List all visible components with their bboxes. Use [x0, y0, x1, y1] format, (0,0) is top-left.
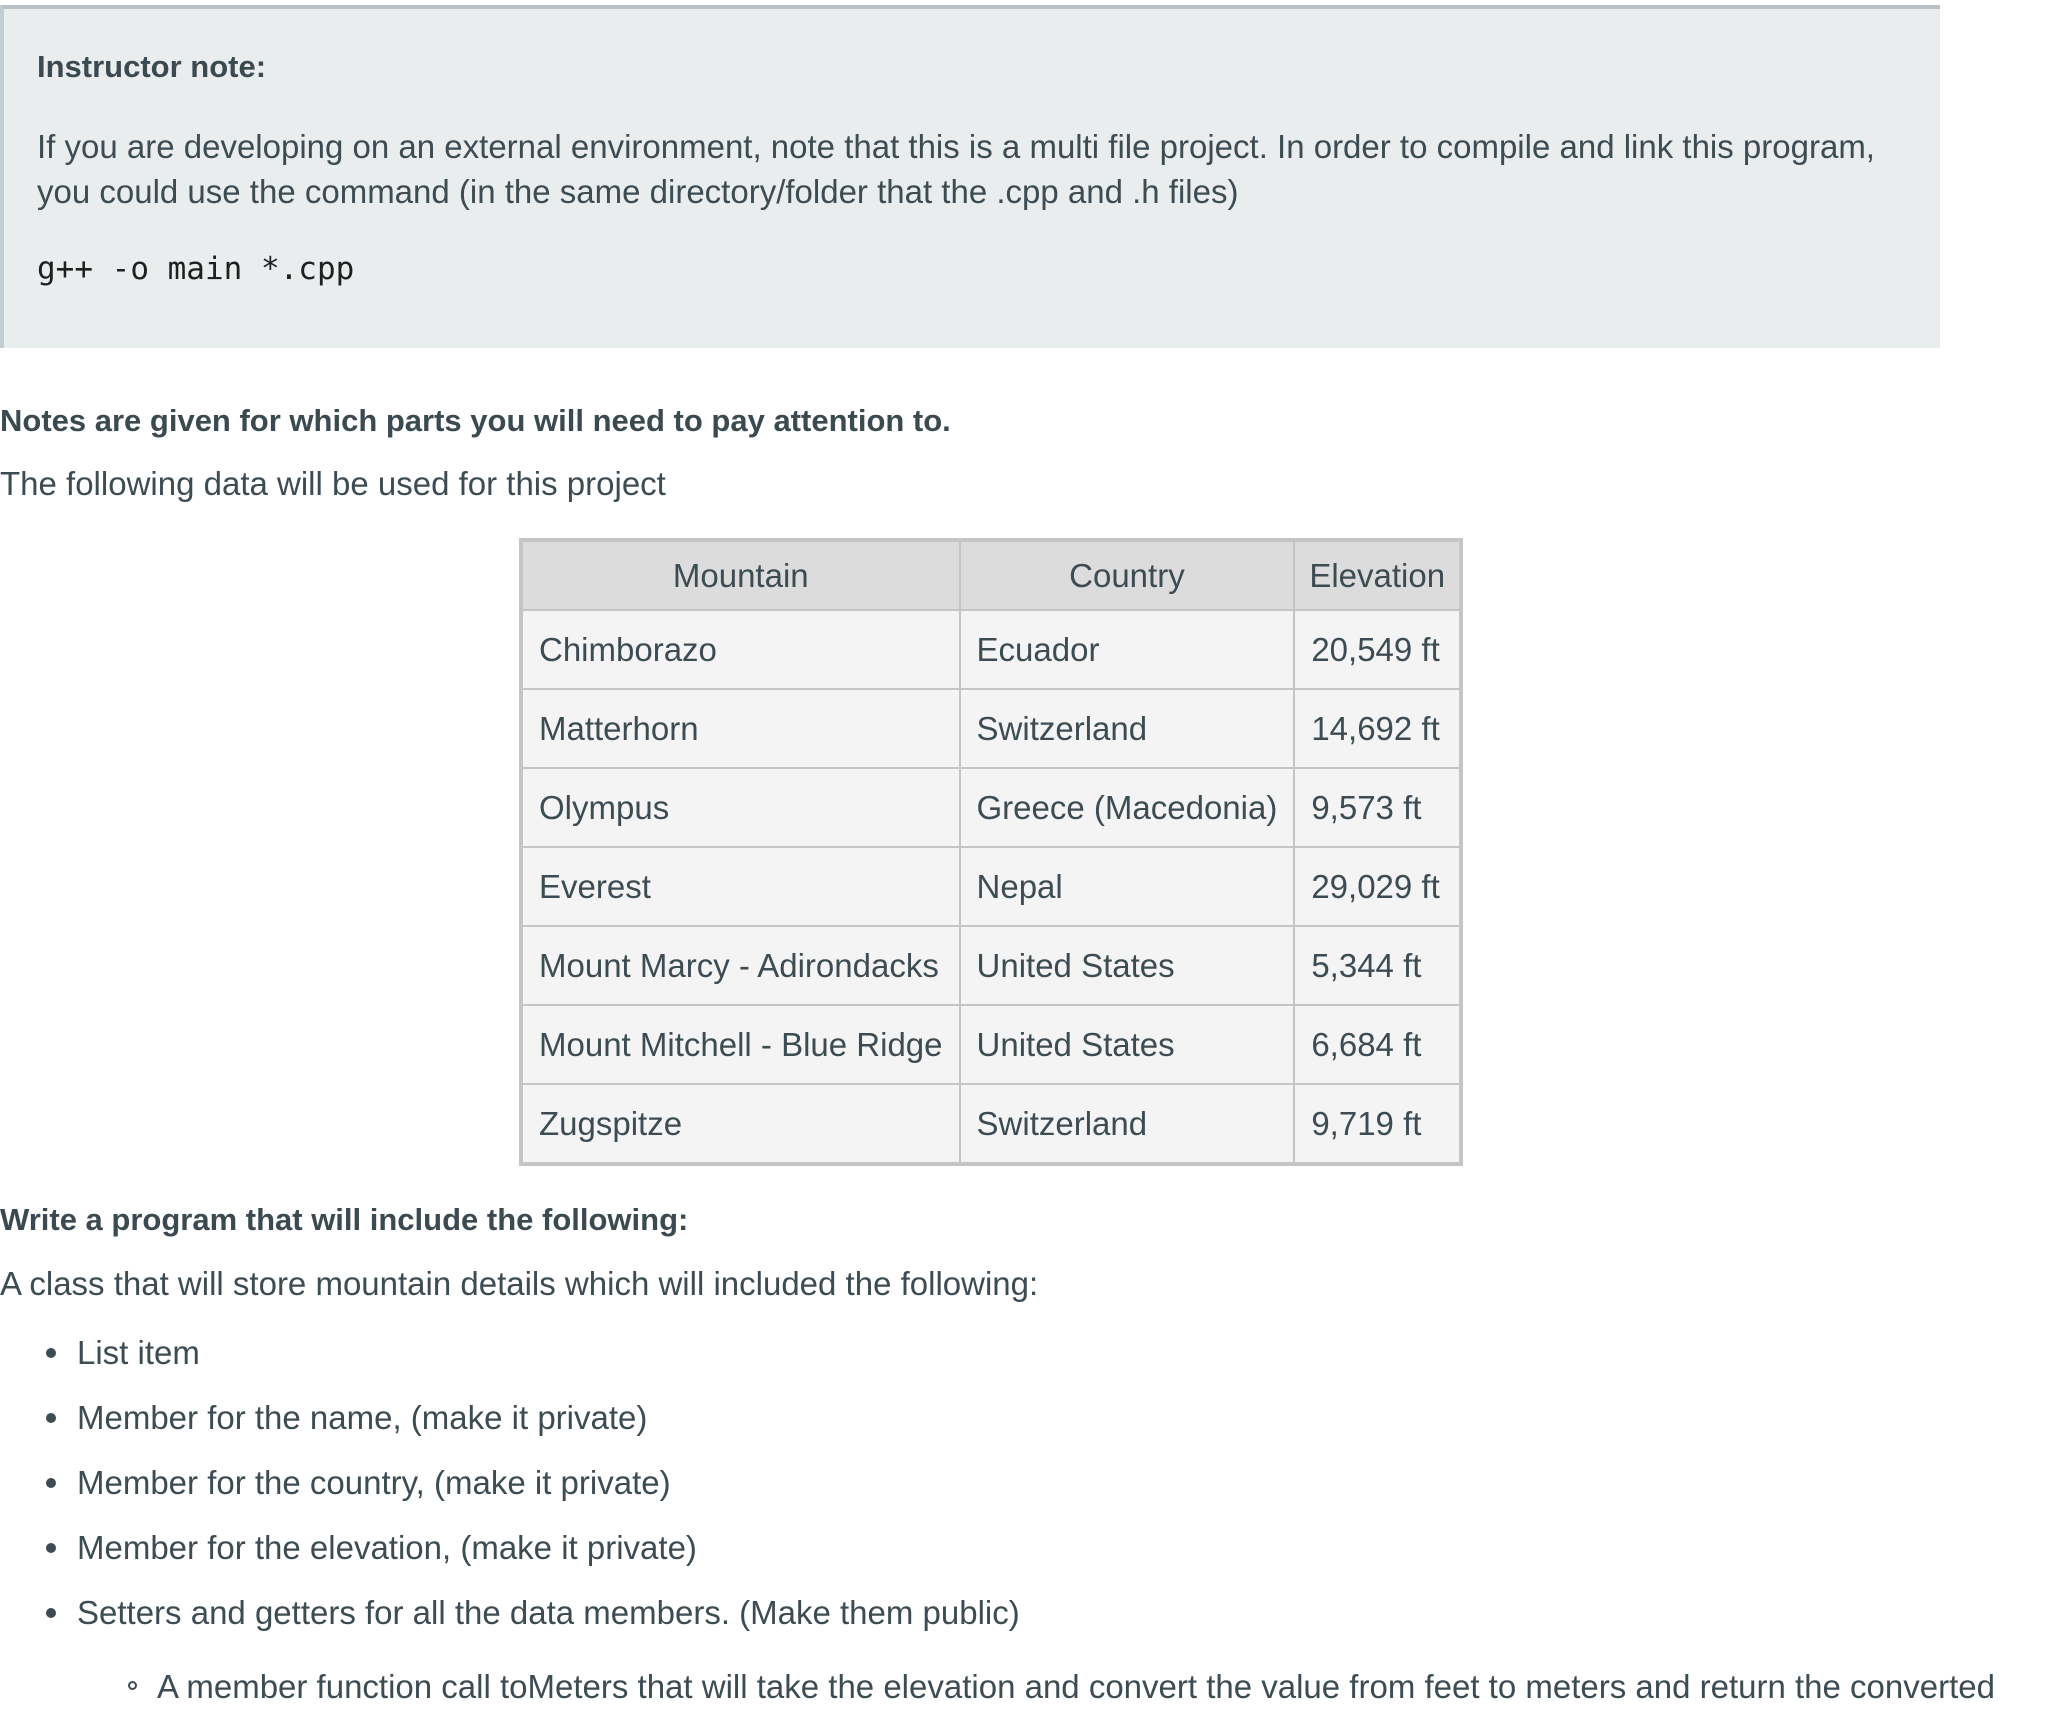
compile-command: g++ -o main *.cpp: [37, 251, 355, 287]
notes-heading: Notes are given for which parts you will need to pay attention to.: [0, 403, 951, 438]
table-row: [521, 847, 1461, 926]
cell-elevation: 29,029 ft: [1294, 847, 1461, 926]
list-item-text: Member for the elevation, (make it private): [77, 1529, 697, 1566]
instructor-note-box: [0, 5, 1940, 348]
sub-list-item-text: A member function call toMeters that will take the elevation and convert the value from feet to meters and return the converted: [157, 1668, 1995, 1705]
bullet-icon: [46, 1608, 56, 1618]
header-elevation: Elevation: [1294, 540, 1461, 610]
list-item-text: List item: [77, 1334, 200, 1371]
instructor-note-title: Instructor note:: [37, 49, 267, 84]
list-item-text: Member for the country, (make it private): [77, 1464, 671, 1501]
table-row: [521, 768, 1461, 847]
table-row: [521, 1005, 1461, 1084]
table-row: [521, 689, 1461, 768]
cell-mountain: Mount Mitchell - Blue Ridge: [521, 1005, 960, 1084]
bullet-icon: [46, 1543, 56, 1553]
cell-country: Switzerland: [960, 1084, 1295, 1164]
cell-elevation: 9,719 ft: [1294, 1084, 1461, 1164]
mountain-data-table: [519, 538, 1463, 1166]
sub-requirements-list: [0, 1654, 1995, 1719]
cell-country: United States: [960, 1005, 1295, 1084]
header-mountain: Mountain: [521, 540, 960, 610]
cell-country: Greece (Macedonia): [960, 768, 1295, 847]
cell-country: United States: [960, 926, 1295, 1005]
list-item-text: Setters and getters for all the data members. (Make them public): [77, 1594, 1020, 1631]
bullet-icon: [46, 1413, 56, 1423]
bullet-icon: [46, 1348, 56, 1358]
cell-country: Nepal: [960, 847, 1295, 926]
cell-mountain: Chimborazo: [521, 610, 960, 689]
requirements-list: [0, 1320, 1020, 1645]
table-row: [521, 610, 1461, 689]
sub-list-item: [0, 1654, 1995, 1719]
list-item: [0, 1320, 1020, 1385]
list-item: [0, 1515, 1020, 1580]
cell-country: Switzerland: [960, 689, 1295, 768]
data-intro-text: The following data will be used for this project: [0, 465, 666, 502]
table-header-row: [521, 540, 1461, 610]
cell-country: Ecuador: [960, 610, 1295, 689]
header-country: Country: [960, 540, 1295, 610]
list-item: [0, 1385, 1020, 1450]
cell-elevation: 20,549 ft: [1294, 610, 1461, 689]
list-item: [0, 1580, 1020, 1645]
cell-mountain: Olympus: [521, 768, 960, 847]
table-row: [521, 926, 1461, 1005]
instructor-note-body: If you are developing on an external environment, note that this is a multi file project. In order to compile and link this program, you could use the command (in the same directory/folder that the .cpp and .h files): [37, 128, 1875, 210]
cell-elevation: 9,573 ft: [1294, 768, 1461, 847]
cell-mountain: Zugspitze: [521, 1084, 960, 1164]
cell-elevation: 14,692 ft: [1294, 689, 1461, 768]
cell-mountain: Everest: [521, 847, 960, 926]
cell-mountain: Mount Marcy - Adirondacks: [521, 926, 960, 1005]
cell-elevation: 5,344 ft: [1294, 926, 1461, 1005]
circle-bullet-icon: [128, 1681, 137, 1690]
list-item: [0, 1450, 1020, 1515]
class-description: A class that will store mountain details which will included the following:: [0, 1265, 1039, 1302]
list-item-text: Member for the name, (make it private): [77, 1399, 648, 1436]
cell-elevation: 6,684 ft: [1294, 1005, 1461, 1084]
bullet-icon: [46, 1478, 56, 1488]
cell-mountain: Matterhorn: [521, 689, 960, 768]
table-row: [521, 1084, 1461, 1164]
program-heading: Write a program that will include the following:: [0, 1202, 689, 1237]
